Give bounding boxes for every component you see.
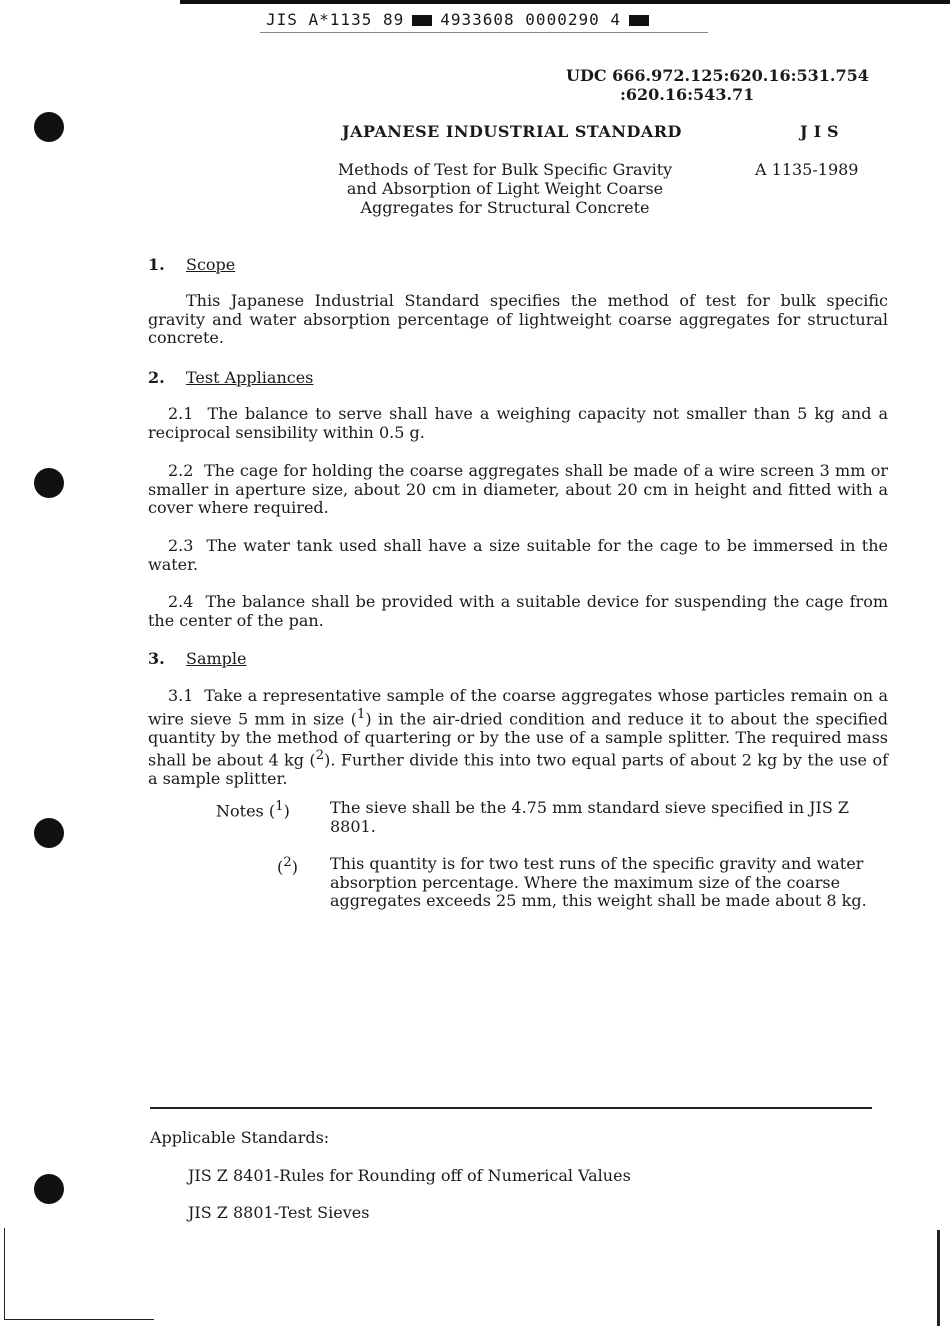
header-underline (260, 32, 708, 33)
clause-label: 2.3 (168, 536, 194, 555)
clause-3-1 (148, 687, 888, 789)
bottom-edge-mark (4, 1319, 154, 1320)
clause-text: The balance shall be provided with a suitable device for suspending the cage from the center of the pan. (148, 592, 889, 630)
section-number: 3. (148, 649, 165, 668)
standard-number: A 1135-1989 (755, 160, 859, 179)
clause-text: The water tank used shall have a size suitable for the cage to be immersed in the water. (148, 536, 889, 574)
section-title: Scope (186, 255, 236, 274)
notes-label: Notes ($^1$) (216, 799, 290, 821)
left-edge-mark (4, 1228, 5, 1320)
note-2-label: ($^2$) (277, 855, 298, 877)
clause-text: Take a representative sample of the coarse aggregates whose particles remain on a wire sieve 5 mm in size ( (148, 686, 889, 729)
clause-label: 2.4 (168, 592, 194, 611)
clause-text: ) in the air-dried condition and reduce it to about the specified quantity by the method of quartering or by the use of a sample splitter. The required mass shall be about 4 kg ( (148, 709, 888, 770)
clause-2-1 (148, 405, 888, 442)
applicable-standard-item: JIS Z 8801-Test Sieves (188, 1203, 370, 1222)
barcode-block (629, 15, 649, 26)
clause-text: The balance to serve shall have a weighing capacity not smaller than 5 kg and a reciprocal sensibility within 0.5 g. (148, 404, 889, 442)
notes-word: Notes (216, 801, 264, 821)
note-1-text: The sieve shall be the 4.75 mm standard sieve specified in JIS Z 8801. (330, 798, 850, 836)
section-title: Sample (186, 649, 247, 668)
section-title: Test Appliances (186, 368, 314, 387)
section-1-heading (148, 255, 235, 274)
punch-hole-3 (34, 818, 64, 848)
code-right: 4933608 0000290 4 (440, 10, 621, 29)
clause-2-2 (148, 462, 888, 518)
section-number: 2. (148, 368, 165, 387)
right-edge-mark (937, 1230, 940, 1326)
jis-mark: JIS (800, 122, 845, 141)
standard-org: JAPANESE INDUSTRIAL STANDARD (342, 122, 682, 141)
clause-label: 2.2 (168, 461, 194, 480)
barcode-block (412, 15, 432, 26)
note-2-mark: 2 (283, 855, 292, 870)
footnote-rule (150, 1107, 872, 1109)
section-3-heading (148, 649, 247, 668)
title-line-1: Methods of Test for Bulk Specific Gravity (337, 160, 673, 179)
note-2-text: This quantity is for two test runs of the specific gravity and water absorption percentage. Where the maximum size of the coarse aggregates exceeds 25 mm, this weight shall be made about 8 kg. (330, 854, 867, 911)
punch-hole-4 (34, 1174, 64, 1204)
udc-classification (566, 66, 869, 104)
applicable-standard-item: JIS Z 8401-Rules for Rounding off of Numerical Values (188, 1166, 631, 1185)
document-code (266, 10, 657, 29)
footnote-ref-1: 1 (356, 706, 366, 722)
footnote-ref-2: 2 (315, 748, 325, 764)
scope-paragraph: This Japanese Industrial Standard specifies the method of test for bulk specific gravity and water absorption percentage of lightweight coarse aggregates for structural concrete. (148, 291, 888, 348)
udc-line-2: :620.16:543.71 (620, 85, 755, 104)
clause-text: ). Further divide this into two equal parts of about 2 kg by the use of a sample splitter. (148, 750, 889, 789)
note-1-mark: 1 (275, 799, 284, 814)
top-border-rule (180, 0, 950, 4)
code-left: JIS A*1135 89 (266, 10, 405, 29)
udc-line-1: UDC 666.972.125:620.16:531.754 (566, 66, 869, 85)
section-2-heading (148, 368, 313, 387)
document-title (300, 160, 710, 217)
section-number: 1. (148, 255, 165, 274)
clause-label: 2.1 (168, 404, 194, 423)
applicable-standards-heading: Applicable Standards: (150, 1128, 330, 1147)
title-line-2: and Absorption of Light Weight Coarse (346, 179, 664, 198)
clause-2-4 (148, 593, 888, 630)
clause-label: 3.1 (168, 686, 194, 705)
punch-hole-2 (34, 468, 64, 498)
clause-text: The cage for holding the coarse aggregates shall be made of a wire screen 3 mm or smaller in aperture size, about 20 cm in diameter, about 20 cm in height and fitted with a cover where required. (148, 461, 889, 518)
clause-2-3 (148, 537, 888, 574)
punch-hole-1 (34, 112, 64, 142)
title-line-3: Aggregates for Structural Concrete (360, 198, 650, 217)
